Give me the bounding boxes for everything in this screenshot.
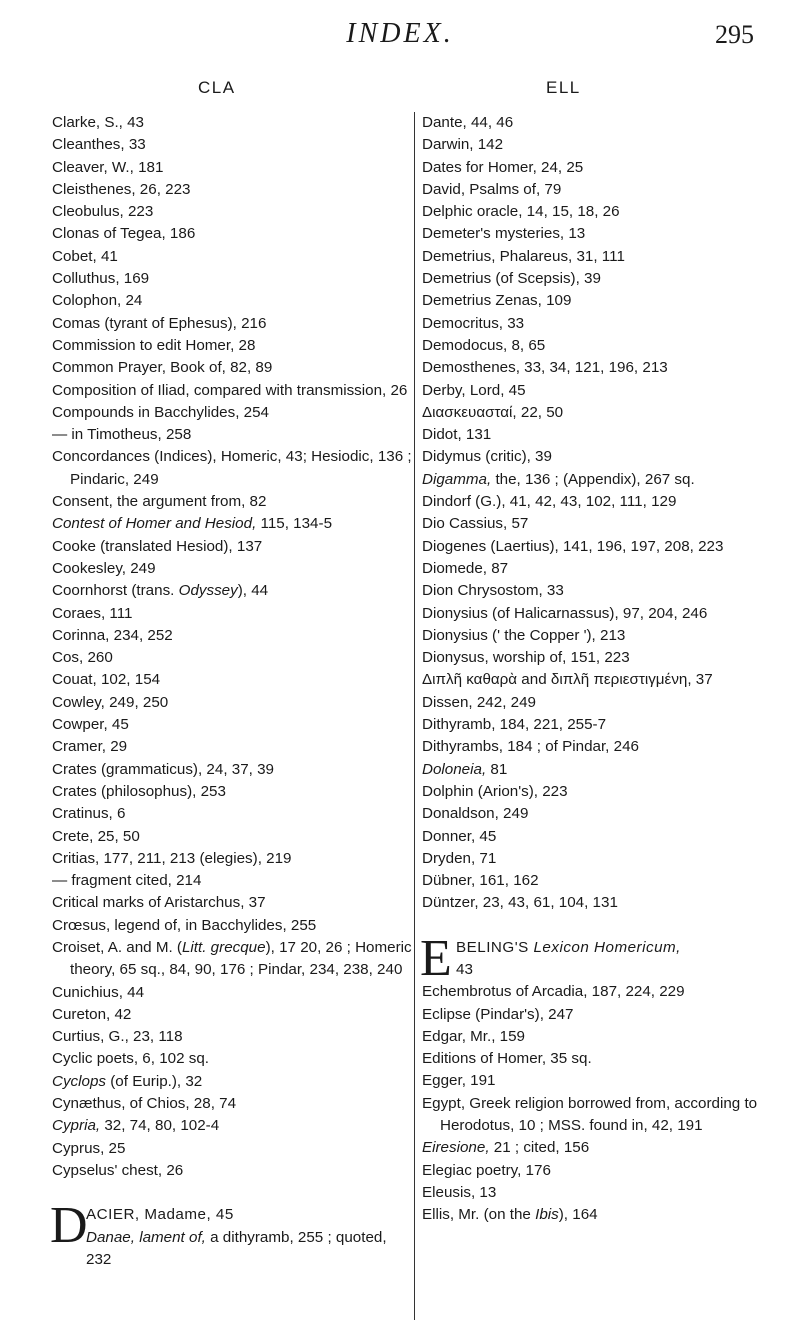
index-entry: Dionysus, worship of, 151, 223: [422, 649, 630, 667]
index-entry: Dionysius (of Halicarnassus), 97, 204, 246: [422, 604, 708, 622]
index-entry: Crœsus, legend of, in Bacchylides, 255: [52, 916, 317, 934]
index-entry: Dates for Homer, 24, 25: [422, 158, 584, 176]
section-start-e: E BELING'S Lexicon Homericum, 43: [420, 929, 681, 987]
index-entry: Donaldson, 249: [422, 805, 529, 823]
index-entry: Dithyrambs, 184 ; of Pindar, 246: [422, 738, 639, 756]
index-entry: Didot, 131: [422, 426, 492, 444]
index-entry: Cos, 260: [52, 649, 113, 667]
index-entry: Cyclops (of Eurip.), 32: [52, 1072, 203, 1090]
index-entry: Cowley, 249, 250: [52, 693, 169, 711]
index-entry: Colluthus, 169: [52, 270, 150, 288]
index-entry: Composition of Iliad, compared with transmission, 26: [52, 381, 408, 399]
index-entry: Echembrotus of Arcadia, 187, 224, 229: [422, 983, 685, 1001]
index-entry: Düntzer, 23, 43, 61, 104, 131: [422, 894, 618, 912]
index-entry: Doloneia, 81: [422, 760, 508, 778]
page-header: [0, 18, 800, 54]
index-entry: Dionysius (' the Copper '), 213: [422, 626, 626, 644]
page-number: 295: [715, 20, 754, 49]
index-entry: Eiresione, 21 ; cited, 156: [422, 1139, 590, 1157]
index-entry: Dryden, 71: [422, 849, 497, 867]
index-entry: Coornhorst (trans. Odyssey), 44: [52, 582, 269, 600]
index-entry: Demetrius Zenas, 109: [422, 292, 572, 310]
index-entry: Critical marks of Aristarchus, 37: [52, 894, 266, 912]
index-entry: Diomede, 87: [422, 559, 509, 577]
index-entry: Cypselus' chest, 26: [52, 1161, 184, 1179]
index-entry: Clarke, S., 43: [52, 114, 145, 131]
index-entry: Crates (grammaticus), 24, 37, 39: [52, 760, 274, 778]
index-entry: Comas (tyrant of Ephesus), 216: [52, 314, 267, 332]
drop-cap: D: [50, 1197, 88, 1255]
index-entry: Colophon, 24: [52, 292, 143, 310]
drop-cap: E: [420, 929, 452, 987]
column-divider: [414, 112, 415, 1320]
index-entry: Demeter's mysteries, 13: [422, 225, 586, 243]
index-entry: Concordances (Indices), Homeric, 43; Hesiodic, 136 ; Pindaric, 249: [52, 448, 412, 488]
index-entry: — fragment cited, 214: [52, 872, 202, 890]
index-entry: Dion Chrysostom, 33: [422, 582, 564, 600]
index-entry: Crates (philosophus), 253: [52, 782, 226, 800]
index-entry: Cyprus, 25: [52, 1139, 126, 1157]
index-entry: Common Prayer, Book of, 82, 89: [52, 359, 273, 377]
index-entry: Consent, the argument from, 82: [52, 493, 267, 511]
index-entry: Derby, Lord, 45: [422, 381, 526, 399]
index-entry: Dübner, 161, 162: [422, 872, 539, 890]
index-entry: Cynæthus, of Chios, 28, 74: [52, 1095, 237, 1113]
index-entry: Cramer, 29: [52, 738, 128, 756]
section-start-d: D ACIER, Madame, 45 Danae, lament of, a dithyramb, 255 ; quoted, 232: [50, 1197, 387, 1268]
index-entry: Egypt, Greek religion borrowed from, according to Herodotus, 10 ; MSS. found in, 42, 191: [422, 1094, 758, 1135]
left-column: [52, 112, 412, 1271]
right-column: [422, 112, 782, 1227]
index-entry: Διασκευασταί, 22, 50: [422, 403, 564, 421]
index-entry: Egger, 191: [422, 1072, 496, 1090]
index-entry: Commission to edit Homer, 28: [52, 336, 256, 354]
index-entry: Cobet, 41: [52, 247, 118, 265]
index-entry: Cratinus, 6: [52, 805, 126, 823]
index-entry: Cureton, 42: [52, 1005, 132, 1023]
index-entry: Cooke (translated Hesiod), 137: [52, 537, 263, 555]
index-entry: Compounds in Bacchylides, 254: [52, 403, 269, 421]
index-entry: Demetrius, Phalareus, 31, 111: [422, 247, 625, 265]
index-entry: Cowper, 45: [52, 716, 129, 734]
index-entry: Cleaver, W., 181: [52, 158, 164, 176]
index-entry: Demosthenes, 33, 34, 121, 196, 213: [422, 359, 668, 377]
index-entry: Cleisthenes, 26, 223: [52, 180, 191, 198]
index-entry: Cunichius, 44: [52, 983, 145, 1001]
running-title: INDEX.: [346, 18, 454, 49]
index-entry: Editions of Homer, 35 sq.: [422, 1050, 592, 1068]
index-entry: Critias, 177, 211, 213 (elegies), 219: [52, 849, 292, 867]
index-entry: Didymus (critic), 39: [422, 448, 552, 466]
index-entry: Cleobulus, 223: [52, 203, 154, 221]
index-entry: Couat, 102, 154: [52, 671, 161, 689]
index-entry: Elegiac poetry, 176: [422, 1161, 551, 1179]
index-entry: Cypria, 32, 74, 80, 102-4: [52, 1117, 220, 1135]
index-entry: Clonas of Tegea, 186: [52, 225, 196, 243]
index-entry: Dio Cassius, 57: [422, 515, 529, 533]
index-entry: Democritus, 33: [422, 314, 525, 332]
index-entry: Dissen, 242, 249: [422, 693, 536, 711]
index-entry: Διπλῆ καθαρὰ and διπλῆ περιεστιγμένη, 37: [422, 671, 713, 689]
index-entry: Cookesley, 249: [52, 559, 156, 577]
right-catchword: ELL: [546, 78, 581, 97]
index-entry: Dindorf (G.), 41, 42, 43, 102, 111, 129: [422, 493, 677, 511]
index-entry: Darwin, 142: [422, 136, 504, 154]
index-entry: Demetrius (of Scepsis), 39: [422, 270, 601, 288]
index-entry: Dante, 44, 46: [422, 114, 514, 131]
index-entry: Digamma, the, 136 ; (Appendix), 267 sq.: [422, 470, 695, 488]
index-entry: — in Timotheus, 258: [52, 426, 192, 444]
index-entry: Ellis, Mr. (on the Ibis), 164: [422, 1206, 598, 1224]
index-entry: Crete, 25, 50: [52, 827, 140, 845]
index-entry: Edgar, Mr., 159: [422, 1027, 525, 1045]
index-entry: Eleusis, 13: [422, 1183, 497, 1201]
left-catchword: CLA: [198, 78, 236, 97]
index-entry: Croiset, A. and M. (Litt. grecque), 17 20, 26 ; Homeric theory, 65 sq., 84, 90, 176 ; Pindar, 234, 238, 240: [52, 938, 412, 979]
index-entry: Curtius, G., 23, 118: [52, 1028, 183, 1046]
index-entry: Cleanthes, 33: [52, 136, 146, 154]
index-entry: Contest of Homer and Hesiod, 115, 134-5: [52, 515, 333, 533]
index-entry: Dithyramb, 184, 221, 255-7: [422, 716, 607, 734]
index-entry: Corinna, 234, 252: [52, 626, 173, 644]
index-entry: Diogenes (Laertius), 141, 196, 197, 208, 223: [422, 537, 724, 555]
index-entry: Eclipse (Pindar's), 247: [422, 1005, 574, 1023]
index-entry: Donner, 45: [422, 827, 497, 845]
index-entry: Delphic oracle, 14, 15, 18, 26: [422, 203, 620, 221]
index-entry: Coraes, 111: [52, 604, 133, 622]
index-entry: David, Psalms of, 79: [422, 180, 562, 198]
index-entry: Dolphin (Arion's), 223: [422, 782, 568, 800]
index-entry: Cyclic poets, 6, 102 sq.: [52, 1050, 210, 1068]
index-entry: Demodocus, 8, 65: [422, 336, 546, 354]
